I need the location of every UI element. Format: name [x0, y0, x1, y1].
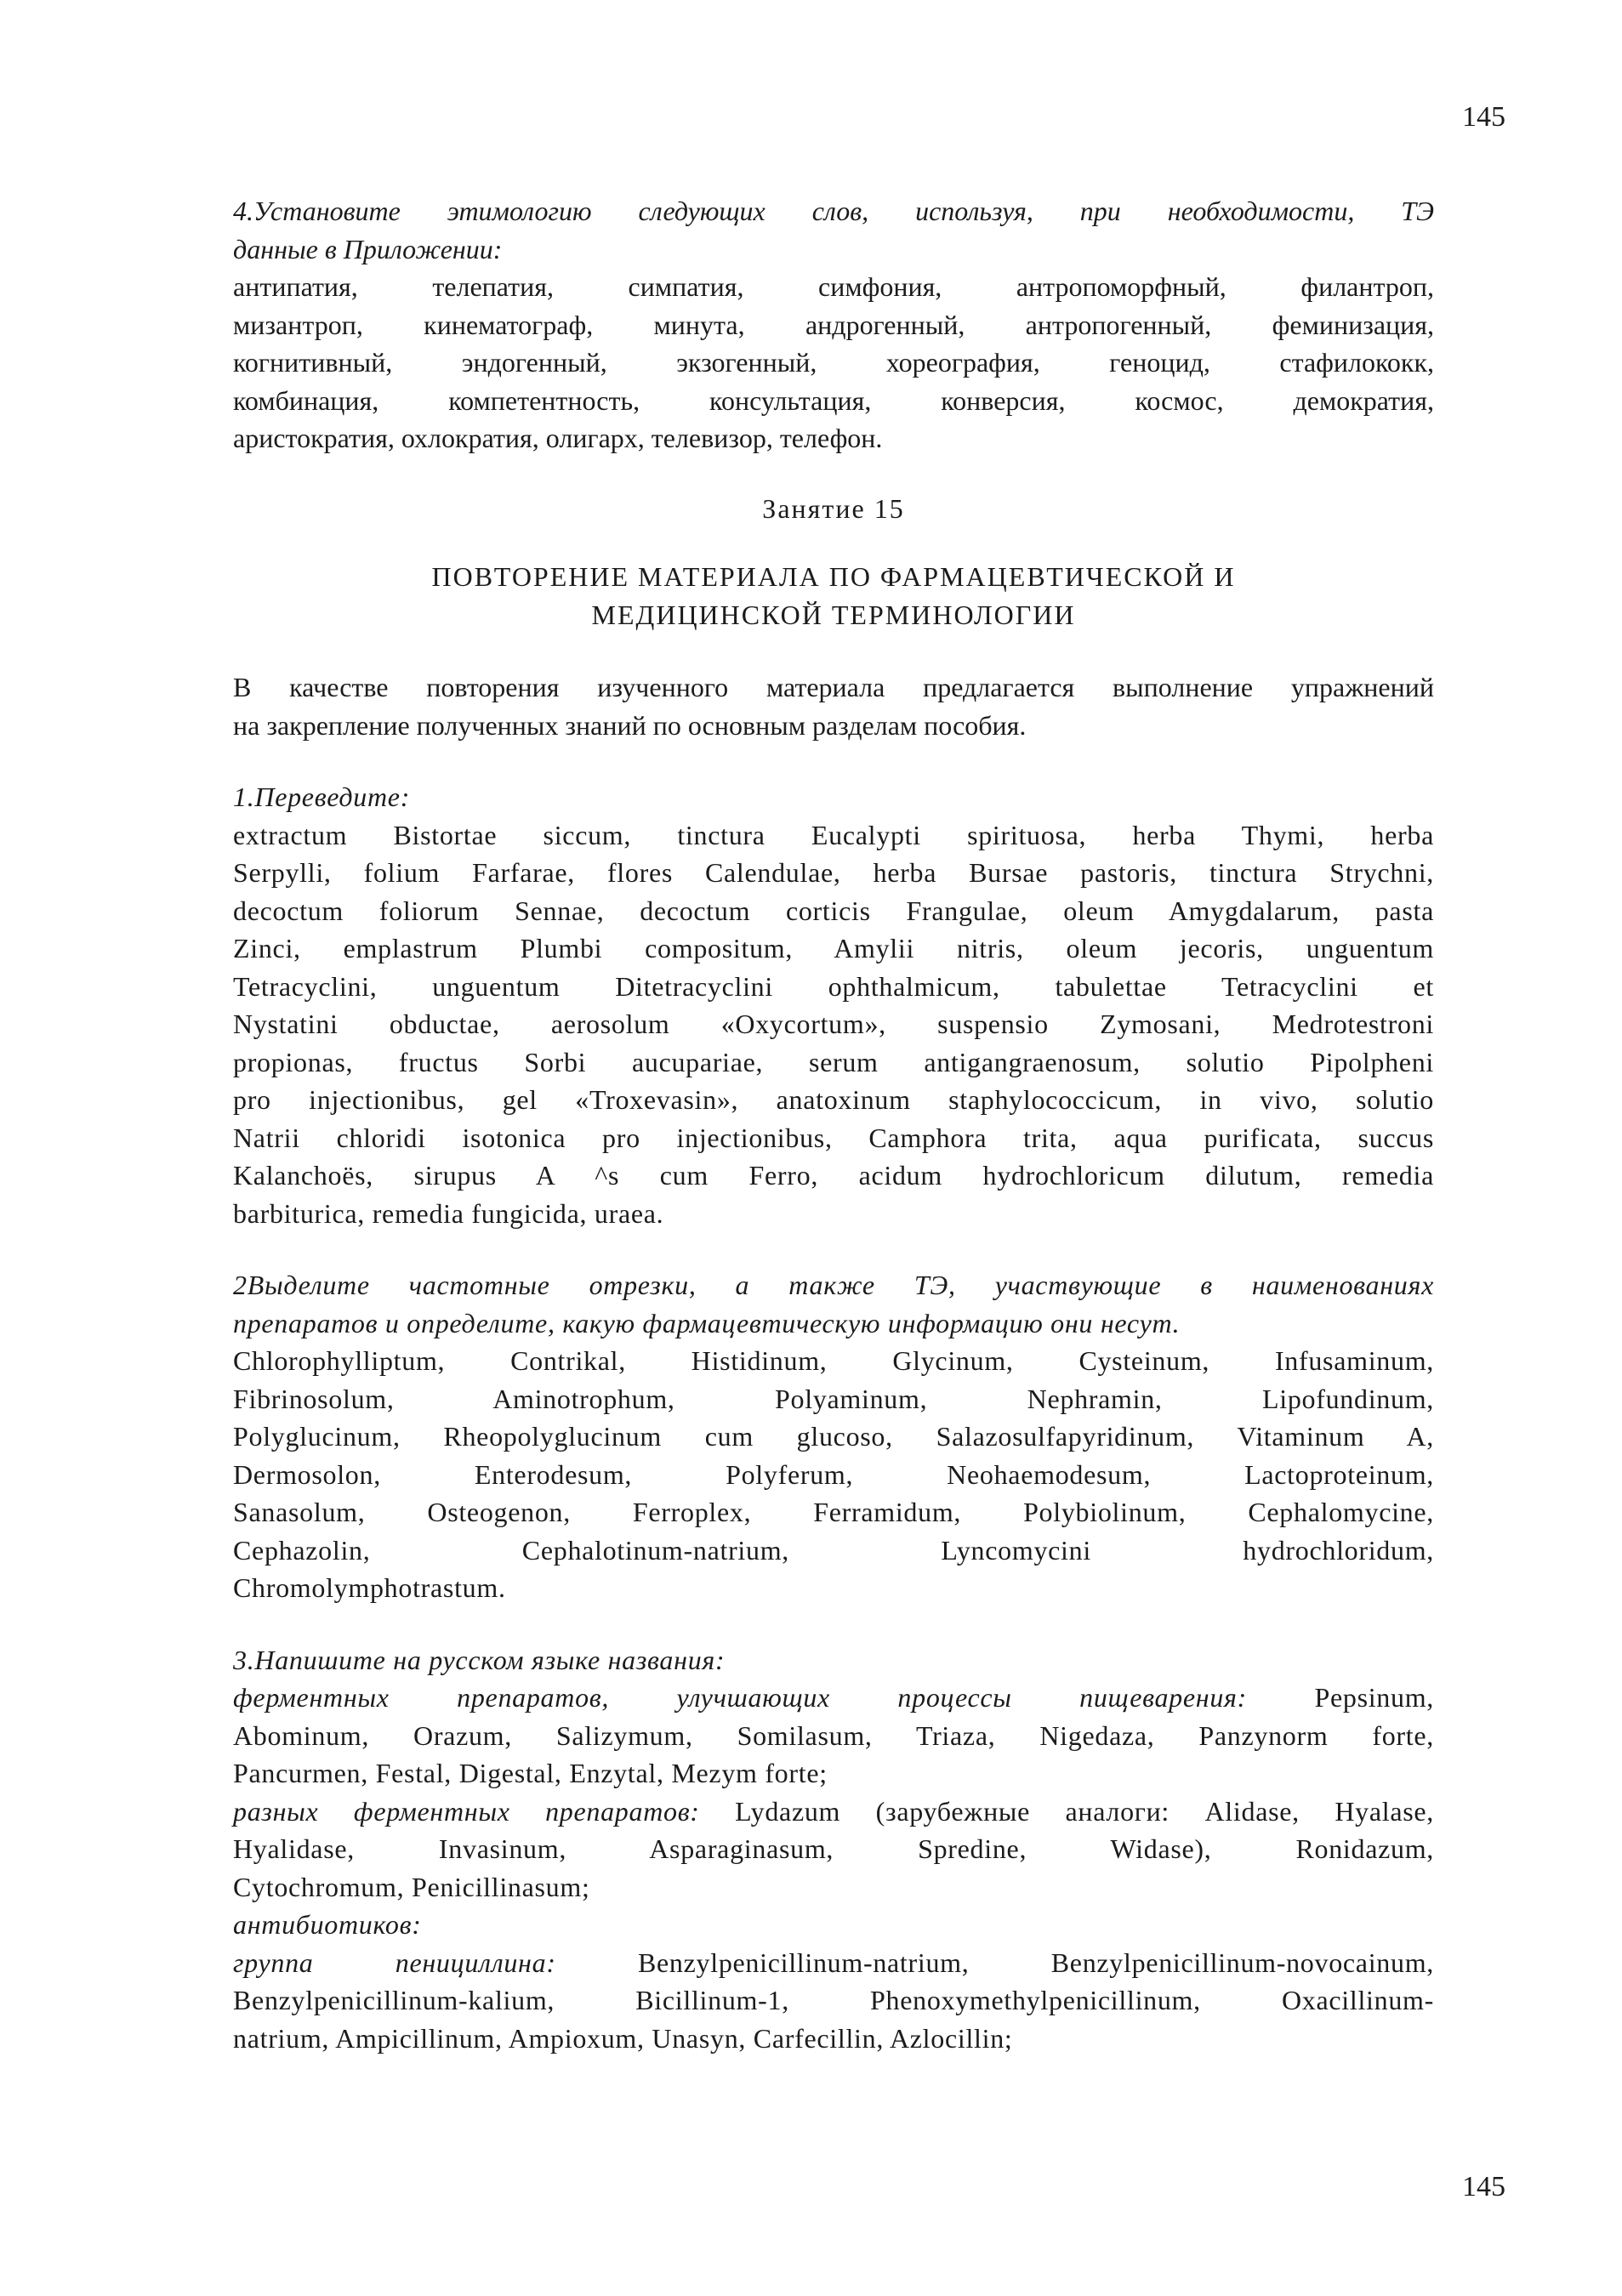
task-2-line: Chlorophylliptum, Contrikal, Histidinum, Glycinum, Cysteinum, Infusaminum, — [233, 1345, 1434, 1376]
exercise-4-words: аристократия, охлократия, олигарх, телевизор, телефон. — [233, 423, 883, 453]
task-1-title: 1.Переведите: — [233, 781, 411, 812]
various-label: разных ферментных препаратов: — [233, 1795, 700, 1827]
penicillin-list: Benzylpenicillinum-natrium, Benzylpenicillinum-novocainum, — [637, 1946, 1434, 1978]
task-3-penicillin-line — [233, 1944, 1434, 1982]
intro-line: на закрепление полученных знаний по основным разделам пособия. — [233, 709, 1027, 741]
task-2-line: Chromolymphotrastum. — [233, 1572, 506, 1603]
task-1-line: Kalanchoës, sirupus A ^s cum Ferro, acidum hydrochloricum dilutum, remedia — [233, 1160, 1434, 1191]
task-3-various-line — [233, 1793, 1434, 1831]
exercise-4-words: антипатия, телепатия, симпатия, симфония, антропоморфный, филантроп, — [233, 271, 1434, 302]
task-1-line: Zinci, emplastrum Plumbi compositum, Amylii nitris, oleum jecoris, unguentum — [233, 933, 1434, 963]
exercise-4-words: когнитивный, эндогенный, экзогенный, хореография, геноцид, стафилококк, — [233, 347, 1434, 378]
intro-paragraph — [233, 668, 1434, 744]
lesson-number: Занятие 15 — [762, 492, 905, 524]
task-2 — [233, 1266, 1434, 1607]
page-number-bottom: 145 — [1462, 2171, 1505, 2202]
task-3-enzymes-line: Pancurmen, Festal, Digestal, Enzytal, Mezym forte; — [233, 1758, 828, 1788]
lesson-heading-line: МЕДИЦИНСКОЙ ТЕРМИНОЛОГИИ — [591, 600, 1076, 630]
penicillin-label: группа пенициллина: — [233, 1946, 556, 1978]
task-1-line: Tetracyclini, unguentum Ditetracyclini ophthalmicum, tabulettae Tetracyclini et — [233, 970, 1434, 1002]
page-content — [233, 192, 1434, 2057]
task-1-line: pro injectionibus, gel «Troxevasin», anatoxinum staphylococcicum, in vivo, solutio — [233, 1084, 1434, 1115]
enzymes-list: Pepsinum, — [1314, 1682, 1435, 1713]
task-3-title: 3.Напишите на русском языке названия: — [233, 1644, 726, 1675]
exercise-4-title: 4.Установите этимологию следующих слов, используя, при необходимости, ТЭ — [233, 196, 1434, 226]
antibiotics-label: антибиотиков: — [233, 1909, 422, 1940]
exercise-4-words: комбинация, компетентность, консультация, конверсия, космос, демократия, — [233, 384, 1434, 416]
task-3-enzymes-line — [233, 1679, 1434, 1717]
task-1 — [233, 778, 1434, 1232]
task-3-various-line: Cytochromum, Penicillinasum; — [233, 1871, 590, 1902]
intro-line: В качестве повторения изученного материала предлагается выполнение упражнений — [233, 672, 1434, 702]
task-3-penicillin-line: Benzylpenicillinum-kalium, Bicillinum-1, Phenoxymethylpenicillinum, Oxacillinum- — [233, 1985, 1434, 2015]
task-3-enzymes-line: Abominum, Orazum, Salizymum, Somilasum, Triaza, Nigedaza, Panzynorm forte, — [233, 1719, 1434, 1751]
page-number-top: 145 — [1462, 101, 1505, 133]
task-2-line: Cephazolin, Cephalotinum-natrium, Lyncomycini hydrochloridum, — [233, 1534, 1434, 1566]
lesson-heading-line: ПОВТОРЕНИЕ МАТЕРИАЛА ПО ФАРМАЦЕВТИЧЕСКОЙ И — [431, 561, 1236, 592]
various-list: Lydazum (зарубежные аналоги: Alidase, Hyalase, — [735, 1795, 1435, 1827]
task-1-line: decoctum foliorum Sennae, decoctum corticis Frangulae, oleum Amygdalarum, pasta — [233, 895, 1434, 926]
task-1-line: propionas, fructus Sorbi aucupariae, serum antigangraenosum, solutio Pipolpheni — [233, 1046, 1434, 1077]
task-1-line: Natrii chloridi isotonica pro injectionibus, Camphora trita, aqua purificata, succus — [233, 1122, 1434, 1153]
task-2-title: препаратов и определите, какую фармацевтическую информацию они несут. — [233, 1307, 1181, 1338]
task-1-line: barbiturica, remedia fungicida, uraea. — [233, 1197, 664, 1229]
task-1-line: extractum Bistortae siccum, tinctura Eucalypti spirituosa, herba Thymi, herba — [233, 819, 1434, 850]
enzymes-label: ферментных препаратов, улучшающих процессы пищеварения: — [233, 1682, 1247, 1713]
task-2-line: Fibrinosolum, Aminotrophum, Polyaminum, Nephramin, Lipofundinum, — [233, 1383, 1434, 1414]
exercise-4-words: мизантроп, кинематограф, минута, андрогенный, антропогенный, феминизация, — [233, 309, 1434, 340]
task-2-line: Dermosolon, Enterodesum, Polyferum, Neohaemodesum, Lactoproteinum, — [233, 1458, 1434, 1490]
exercise-4 — [233, 192, 1434, 457]
task-3-various-line: Hyalidase, Invasinum, Asparaginasum, Spredine, Widase), Ronidazum, — [233, 1833, 1434, 1864]
lesson-heading — [233, 558, 1434, 634]
task-3-penicillin-line: natrium, Ampicillinum, Ampioxum, Unasyn, Carfecillin, Azlocillin; — [233, 2022, 1013, 2054]
task-1-line: Nystatini obductae, aerosolum «Oxycortum», suspensio Zymosani, Medrotestroni — [233, 1009, 1434, 1039]
task-2-line: Polyglucinum, Rheopolyglucinum cum glucoso, Salazosulfapyridinum, Vitaminum A, — [233, 1421, 1434, 1452]
task-1-line: Serpylli, folium Farfarae, flores Calendulae, herba Bursae pastoris, tinctura Strychni, — [233, 857, 1434, 888]
task-3 — [233, 1641, 1434, 2058]
task-2-title: 2Выделите частотные отрезки, а также ТЭ, участвующие в наименованиях — [233, 1270, 1434, 1300]
task-2-line: Sanasolum, Osteogenon, Ferroplex, Ferramidum, Polybiolinum, Cephalomycine, — [233, 1497, 1434, 1527]
exercise-4-title: данные в Приложении: — [233, 233, 503, 264]
